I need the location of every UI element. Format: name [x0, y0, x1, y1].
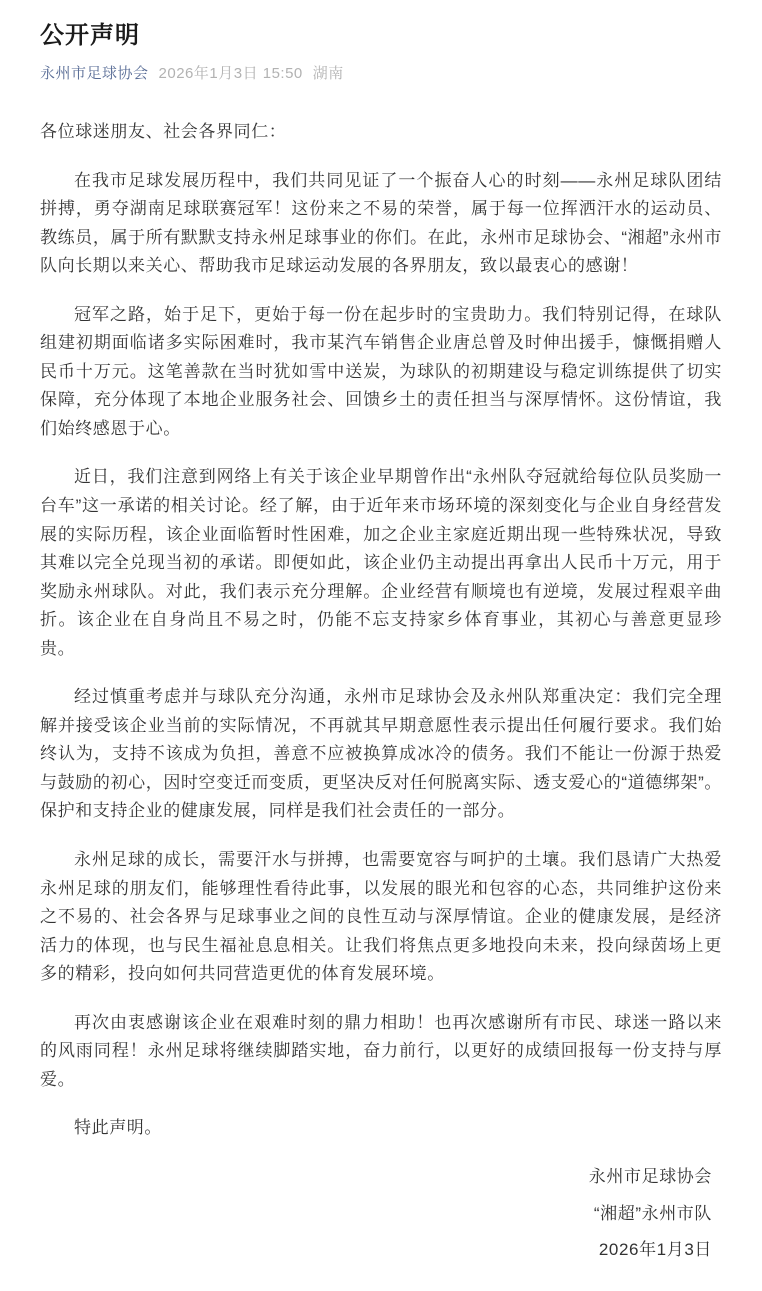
publish-date: 2026年1月3日 15:50	[158, 65, 303, 82]
article-body	[40, 118, 722, 1265]
body-paragraph: 在我市足球发展历程中，我们共同见证了一个振奋人心的时刻——永州足球队团结拼搏，勇夺湖南足球联赛冠军！这份来之不易的荣誉，属于每一位挥洒汗水的运动员、教练员，属于所有默默支持永州足球事业的你们。在此，永州市足球协会、“湘超”永州市队向长期以来关心、帮助我市足球运动发展的各界朋友，致以最衷心的感谢！	[40, 170, 722, 276]
signature-line: 2026年1月3日	[598, 1240, 712, 1260]
page-title: 公开声明	[40, 22, 140, 49]
body-paragraph: 近日，我们注意到网络上有关于该企业早期曾作出“永州队夺冠就给每位队员奖励一台车”这一承诺的相关讨论。经了解，由于近年来市场环境的深刻变化与企业自身经营发展的实际历程，该企业面临暂时性困难，加之企业主家庭近期出现一些特殊状况，导致其难以完全兑现当初的承诺。即便如此，该企业仍主动提出再拿出人民币十万元，用于奖励永州球队。对此，我们表示充分理解。企业经营有顺境也有逆境，发展过程艰辛曲折。该企业在自身尚且不易之时，仍能不忘支持家乡体育事业，其初心与善意更显珍贵。	[40, 467, 722, 658]
body-paragraph: 再次由衷感谢该企业在艰难时刻的鼎力相助！也再次感谢所有市民、球迷一路以来的风雨同程！永州足球将继续脚踏实地，奋力前行，以更好的成绩回报每一份支持与厚爱。	[40, 1012, 722, 1089]
body-paragraph: 冠军之路，始于足下，更始于每一份在起步时的宝贵助力。我们特别记得，在球队组建初期面临诸多实际困难时，我市某汽车销售企业唐总曾及时伸出援手，慷慨捐赠人民币十万元。这笔善款在当时犹如雪中送炭，为球队的初期建设与稳定训练提供了切实保障，充分体现了本地企业服务社会、回馈乡土的责任担当与深厚情怀。这份情谊，我们始终感恩于心。	[40, 304, 722, 438]
closing-line: 特此声明。	[74, 1118, 162, 1138]
signature-block	[40, 1163, 722, 1265]
signature-line: 永州市足球协会	[588, 1166, 712, 1186]
article-meta	[40, 64, 722, 84]
account-link[interactable]: 永州市足球协会	[40, 65, 149, 82]
publish-location: 湖南	[312, 65, 344, 82]
body-paragraph: 经过慎重考虑并与球队充分沟通，永州市足球协会及永州队郑重决定：我们完全理解并接受该企业当前的实际情况，不再就其早期意愿性表示提出任何履行要求。我们始终认为，支持不该成为负担，善意不应被换算成冰冷的债务。我们不能让一份源于热爱与鼓励的初心，因时空变迁而变质，更坚决反对任何脱离实际、透支爱心的“道德绑架”。保护和支持企业的健康发展，同样是我们社会责任的一部分。	[40, 687, 722, 821]
paragraph-list	[40, 167, 722, 1095]
body-paragraph: 永州足球的成长，需要汗水与拼搏，也需要宽容与呵护的土壤。我们恳请广大热爱永州足球的朋友们，能够理性看待此事，以发展的眼光和包容的心态，共同维护这份来之不易的、社会各界与足球事业之间的良性互动与深厚情谊。企业的健康发展，是经济活力的体现，也与民生福祉息息相关。让我们将焦点更多地投向未来，投向绿茵场上更多的精彩，投向如何共同营造更优的体育发展环境。	[40, 850, 722, 984]
signature-line: “湘超”永州市队	[593, 1203, 712, 1223]
salutation: 各位球迷朋友、社会各界同仁：	[40, 122, 287, 141]
